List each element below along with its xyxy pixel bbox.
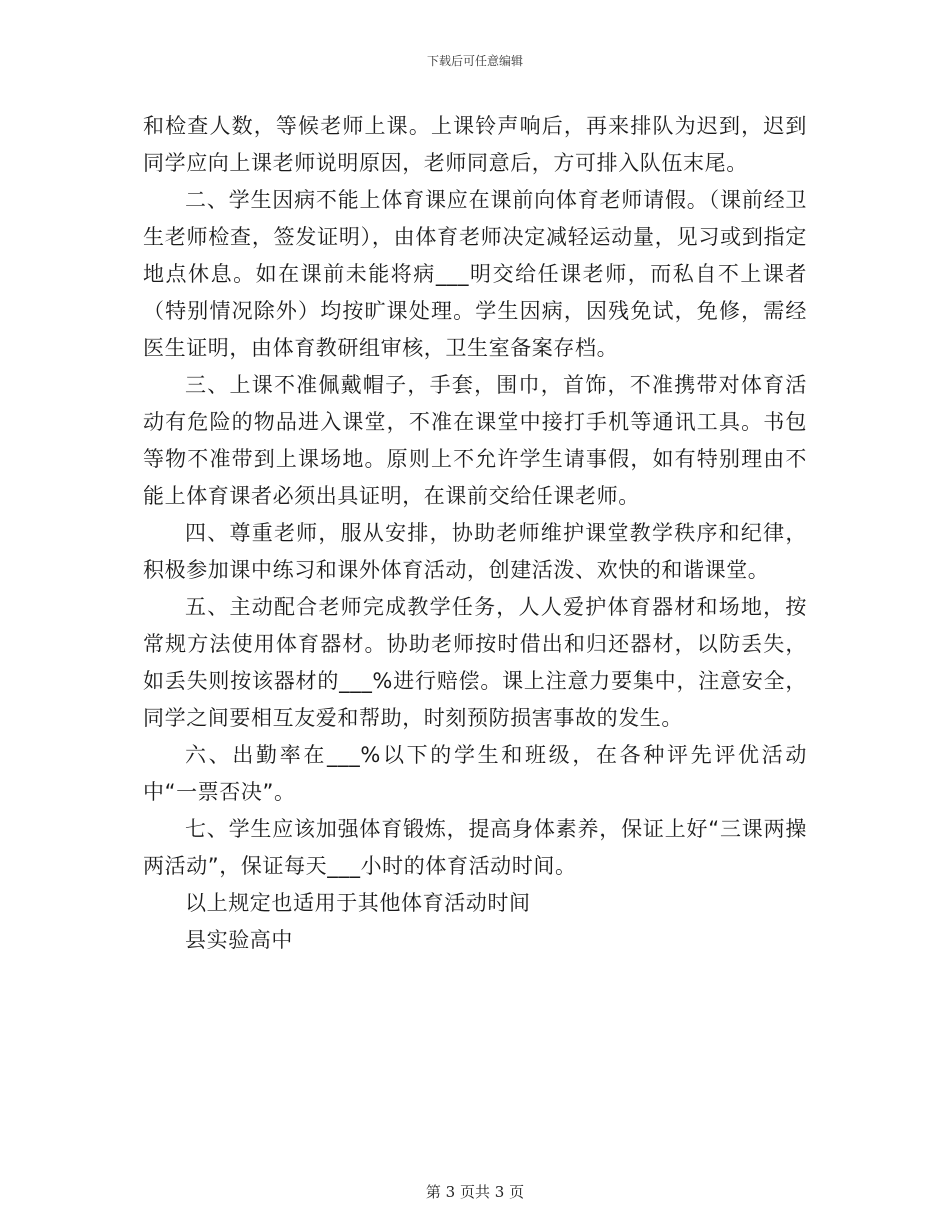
paragraph-continuation: 和检查人数，等候老师上课。上课铃声响后，再来排队为迟到，迟到同学应向上课老师说明原因，老师同意后，方可排入队伍末尾。 <box>143 114 807 175</box>
paragraph-rule-6: 六、出勤率在___%以下的学生和班级，在各种评先评优活动中“一票否决”。 <box>143 743 807 804</box>
paragraph-rule-3: 三、上课不准佩戴帽子，手套，围巾，首饰，不准携带对体育活动有危险的物品进入课堂，不准在课堂中接打手机等通讯工具。书包等物不准带到上课场地。原则上不允许学生请事假，如有特别理由不能上体育课者必须出具证明，在课前交给任课老师。 <box>143 373 807 508</box>
paragraph-rule-7: 七、学生应该加强体育锻炼，提高身体素养，保证上好“三课两操两活动”，保证每天___小时的体育活动时间。 <box>143 817 807 878</box>
paragraph-signature: 县实验高中 <box>185 928 293 952</box>
paragraph-note: 以上规定也适用于其他体育活动时间 <box>185 891 531 915</box>
paragraph-rule-4: 四、尊重老师，服从安排，协助老师维护课堂教学秩序和纪律，积极参加课中练习和课外体育活动，创建活泼、欢快的和谐课堂。 <box>143 521 807 582</box>
document-body <box>143 108 807 959</box>
page-header: 下载后可任意编辑 <box>426 54 523 68</box>
paragraph-rule-2: 二、学生因病不能上体育课应在课前向体育老师请假。（课前经卫生老师检查，签发证明），由体育老师决定减轻运动量，见习或到指定地点休息。如在课前未能将病___明交给任课老师，而私自不上课者（特别情况除外）均按旷课处理。学生因病，因残免试，免修，需经医生证明，由体育教研组审核，卫生室备案存档。 <box>143 188 807 360</box>
page-footer: 第 3 页共 3 页 <box>425 1183 525 1201</box>
paragraph-rule-5: 五、主动配合老师完成教学任务，人人爱护体育器材和场地，按常规方法使用体育器材。协助老师按时借出和归还器材，以防丢失，如丢失则按该器材的___%进行赔偿。课上注意力要集中，注意安全，同学之间要相互友爱和帮助，时刻预防损害事故的发生。 <box>143 595 807 730</box>
